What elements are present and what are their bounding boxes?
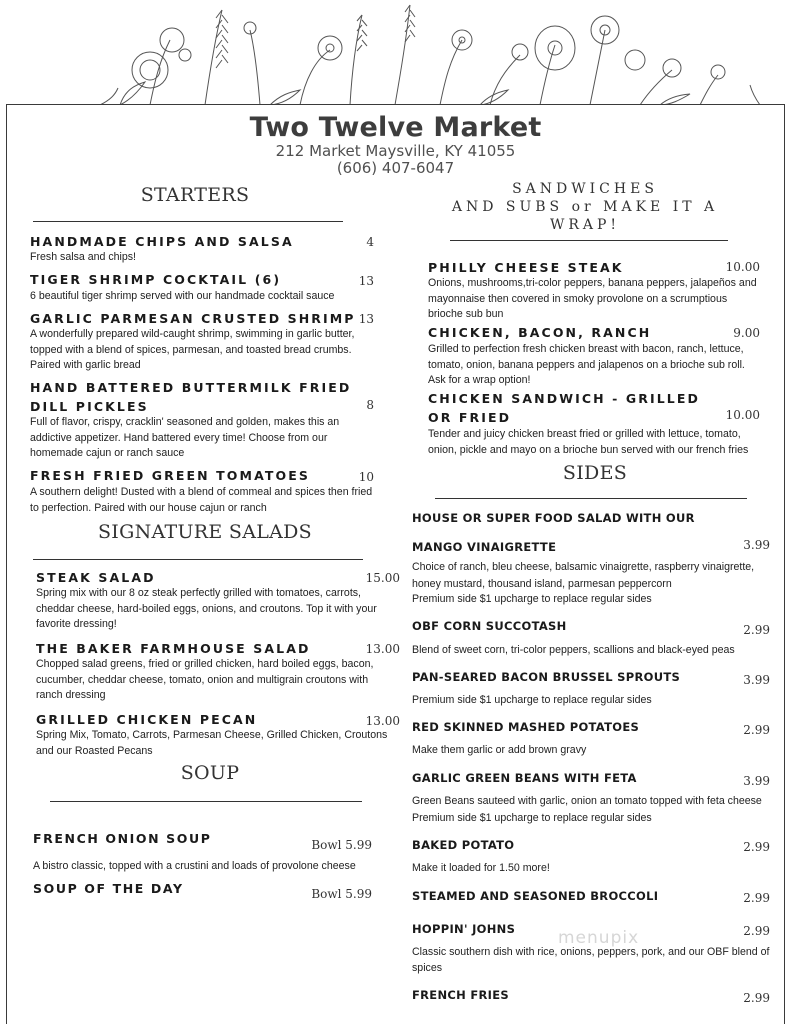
menu-item-name: CHICKEN SANDWICH - GRILLED OR FRIED	[428, 391, 700, 425]
menu-item-description: A southern delight! Dusted with a blend of commeal and spices then fried to perfection. Paired with our house cajun or ranch	[30, 486, 373, 514]
menu-item-name: THE BAKER FARMHOUSE SALAD	[36, 641, 311, 656]
menu-item-description: Make them garlic or add brown gravy	[412, 744, 587, 756]
menu-item-name: TIGER SHRIMP COCKTAIL (6)	[30, 272, 282, 287]
salads-title: SIGNATURE SALADS	[97, 521, 313, 543]
sides-title: SIDES	[562, 462, 628, 484]
menu-item-price: 9.00	[733, 326, 760, 340]
menu-item-description: A wonderfully prepared wild-caught shrimp, swimming in garlic butter, topped with a blend of spices, parmesan, and toasted bread crumbs. Paired with garlic bread	[30, 328, 355, 371]
menu-item-description: Green Beans sauteed with garlic, onion an tomato topped with feta cheese	[412, 795, 762, 807]
menu-item-price: 3.99	[743, 538, 770, 552]
menu-item-price: 10.00	[725, 408, 760, 422]
menu-item-name: GARLIC GREEN BEANS WITH FETA	[412, 771, 637, 785]
floral-header-illustration	[0, 0, 791, 110]
sandwiches-divider	[450, 240, 728, 241]
restaurant-header	[0, 112, 791, 177]
menu-item-note: Premium side $1 upcharge to replace regular sides	[412, 593, 652, 605]
menu-item-name: SOUP OF THE DAY	[33, 881, 184, 896]
salads-divider	[33, 559, 363, 560]
menu-item-name: STEAMED AND SEASONED BROCCOLI	[412, 889, 659, 903]
menu-item-price: 3.99	[743, 774, 770, 788]
menu-item-name: GARLIC PARMESAN CRUSTED SHRIMP	[30, 311, 356, 326]
watermark-text: menupix	[558, 928, 640, 948]
menu-item-description: Grilled to perfection fresh chicken breast with bacon, ranch, lettuce, tomato, onion, banana peppers and jalapenos on a brioche sub roll. Ask for a wrap option!	[428, 343, 745, 386]
menu-item-price: 2.99	[743, 924, 770, 938]
starters-title: STARTERS	[140, 184, 250, 206]
menu-item-name: GRILLED CHICKEN PECAN	[36, 712, 258, 727]
menu-item-name: HAND BATTERED BUTTERMILK FRIED DILL PICKLES	[30, 380, 352, 414]
soup-title: SOUP	[180, 762, 240, 784]
sandwiches-title-line3: WRAP!	[549, 217, 621, 233]
menu-item-name: FRENCH FRIES	[412, 988, 509, 1002]
menu-item-description: Tender and juicy chicken breast fried or grilled with lettuce, tomato, onion, pickle and mayo on a brioche bun served with our french fries	[428, 428, 749, 456]
sandwiches-title-line2: AND SUBS or MAKE IT A	[451, 199, 719, 215]
menu-item-note: Premium side $1 upcharge to replace regular sides	[412, 812, 652, 824]
menu-item-price: 13.00	[365, 642, 400, 656]
menu-item-description: Choice of ranch, bleu cheese, balsamic vinaigrette, raspberry vinaigrette, honey mustard, thousand island, parmesan peppercorn	[412, 561, 755, 590]
menu-item-name: STEAK SALAD	[36, 570, 156, 585]
menu-item-price: 15.00	[365, 571, 400, 585]
menu-item-description: Spring mix with our 8 oz steak perfectly grilled with tomatoes, carrots, cheddar cheese, hard-boiled eggs, onions, and croutons. Top it with your favorite dressing!	[36, 587, 377, 630]
menu-item-price: 10.00	[725, 260, 760, 274]
menu-item-description: Onions, mushrooms,tri-color peppers, banana peppers, jalapeños and mayonnaise then covered in smoky provolone on a scrumptious brioche sub bun	[428, 277, 757, 320]
menu-item-price: 3.99	[743, 673, 770, 687]
menu-item-description: Full of flavor, crispy, cracklin' seasoned and golden, makes this an addictive appetizer. Hand battered every time! Choose from our homemade cajun or ranch sauce	[30, 416, 340, 459]
menu-item-name: HOPPIN' JOHNS	[412, 922, 516, 936]
menu-item-price: 2.99	[743, 723, 770, 737]
menu-item-name: PHILLY CHEESE STEAK	[428, 260, 624, 275]
menu-item-name: BAKED POTATO	[412, 838, 515, 852]
menu-item-price: 8	[366, 398, 374, 412]
menu-item-description: Classic southern dish with rice, onions, peppers, pork, and our OBF blend of spices	[412, 946, 770, 974]
menu-item-price: 13.00	[365, 714, 400, 728]
menu-item-description: A bistro classic, topped with a crustini and loads of provolone cheese	[33, 860, 356, 872]
soup-divider	[50, 801, 362, 802]
sides-divider	[435, 498, 747, 499]
menu-item-name: HANDMADE CHIPS AND SALSA	[30, 234, 294, 249]
menu-item-price: Bowl 5.99	[311, 838, 372, 852]
menu-item-price: 4	[366, 235, 374, 249]
menu-item-name: RED SKINNED MASHED POTATOES	[412, 720, 640, 734]
menu-item-description: Premium side $1 upcharge to replace regular sides	[412, 694, 652, 706]
menu-item-name: HOUSE OR SUPER FOOD SALAD WITH OUR MANGO VINAIGRETTE	[412, 511, 695, 554]
menu-item-price: 2.99	[743, 840, 770, 854]
menu-item-description: Spring Mix, Tomato, Carrots, Parmesan Cheese, Grilled Chicken, Croutons and our Roasted Pecans	[36, 729, 388, 757]
restaurant-name: Two Twelve Market	[249, 112, 542, 143]
menu-item-description: Blend of sweet corn, tri-color peppers, scallions and black-eyed peas	[412, 644, 735, 656]
menu-item-description: Make it loaded for 1.50 more!	[412, 862, 550, 874]
menu-item-name: CHICKEN, BACON, RANCH	[428, 325, 652, 340]
menu-item-price: 10	[358, 470, 374, 484]
menu-item-name: FRESH FRIED GREEN TOMATOES	[30, 468, 310, 483]
menu-item-price: 2.99	[743, 991, 770, 1005]
menu-item-name: FRENCH ONION SOUP	[33, 831, 212, 846]
menu-item-description: 6 beautiful tiger shrimp served with our handmade cocktail sauce	[30, 290, 335, 302]
restaurant-address: 212 Market Maysville, KY 41055	[275, 142, 516, 160]
restaurant-phone: (606) 407-6047	[336, 159, 455, 177]
starters-divider	[33, 221, 343, 222]
menu-item-price: 13	[358, 274, 374, 288]
menu-item-name: PAN-SEARED BACON BRUSSEL SPROUTS	[412, 670, 681, 684]
sandwiches-title-line1: SANDWICHES	[512, 181, 658, 197]
menu-item-price: 13	[358, 312, 374, 326]
sandwiches-title	[430, 180, 740, 234]
menu-item-description: Chopped salad greens, fried or grilled chicken, hard boiled eggs, bacon, cucumber, cheddar cheese, tomato, onion and multigrain croutons with ranch dressing	[36, 658, 374, 701]
menu-item-description: Fresh salsa and chips!	[30, 251, 136, 263]
menu-item-price: 2.99	[743, 623, 770, 637]
menu-item-name: OBF CORN SUCCOTASH	[412, 619, 567, 633]
menu-item-price: Bowl 5.99	[311, 887, 372, 901]
menu-item-price: 2.99	[743, 891, 770, 905]
